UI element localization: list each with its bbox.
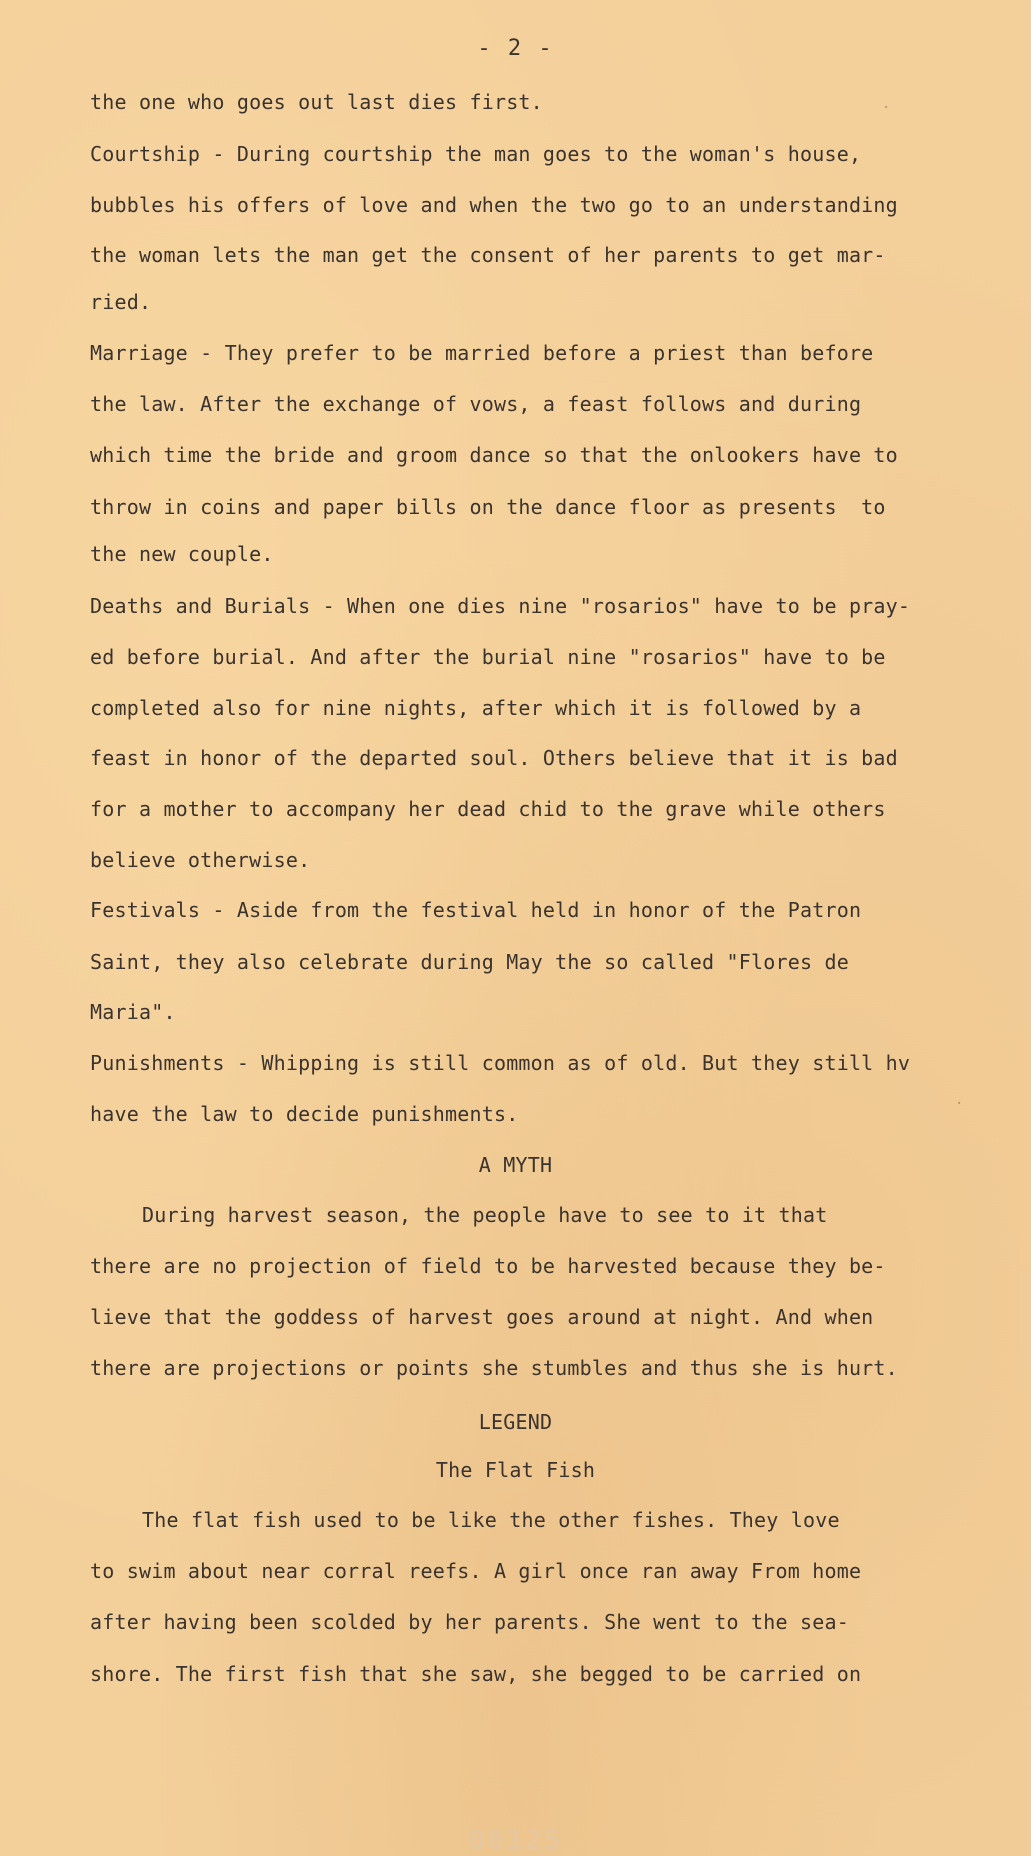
text-line: throw in coins and paper bills on the dance floor as presents to bbox=[90, 495, 886, 519]
text-line: feast in honor of the departed soul. Others believe that it is bad bbox=[90, 746, 898, 770]
text-line: for a mother to accompany her dead chid to the grave while others bbox=[90, 797, 886, 821]
text-line: bubbles his offers of love and when the two go to an understanding bbox=[90, 193, 898, 217]
text-line: The flat fish used to be like the other fishes. They love bbox=[142, 1508, 840, 1532]
text-line: there are no projection of field to be harvested because they be- bbox=[90, 1254, 886, 1278]
text-line: Saint, they also celebrate during May the so called "Flores de bbox=[90, 950, 849, 974]
text-line: Marriage - They prefer to be married before a priest than before bbox=[90, 341, 874, 365]
text-line: ed before burial. And after the burial nine "rosarios" have to be bbox=[90, 645, 886, 669]
text-line: During harvest season, the people have to see to it that bbox=[142, 1203, 828, 1227]
text-line: shore. The first fish that she saw, she begged to be carried on bbox=[90, 1662, 862, 1686]
text-line: the law. After the exchange of vows, a feast follows and during bbox=[90, 392, 862, 416]
text-line: there are projections or points she stumbles and thus she is hurt. bbox=[90, 1356, 898, 1380]
page-number: - 2 - bbox=[477, 36, 554, 61]
section-heading-myth: A MYTH bbox=[478, 1153, 553, 1177]
text-line: Courtship - During courtship the man goes to the woman's house, bbox=[90, 142, 862, 166]
stray-mark: · bbox=[955, 1096, 964, 1112]
text-line: completed also for nine nights, after which it is followed by a bbox=[90, 696, 862, 720]
text-line: Punishments - Whipping is still common as of old. But they still hv bbox=[90, 1051, 911, 1075]
section-heading-legend: LEGEND bbox=[478, 1410, 553, 1434]
text-line: Festivals - Aside from the festival held in honor of the Patron bbox=[90, 898, 862, 922]
text-line: the new couple. bbox=[90, 542, 274, 566]
text-line: ried. bbox=[90, 290, 152, 314]
text-line: Deaths and Burials - When one dies nine "rosarios" have to be pray- bbox=[90, 594, 911, 618]
text-line: to swim about near corral reefs. A girl once ran away From home bbox=[90, 1559, 862, 1583]
text-line: the woman lets the man get the consent of her parents to get mar- bbox=[90, 243, 886, 267]
text-line: Maria". bbox=[90, 1000, 176, 1024]
archive-stamp: 00125 bbox=[468, 1823, 563, 1856]
text-line: lieve that the goddess of harvest goes around at night. And when bbox=[90, 1305, 874, 1329]
text-line: the one who goes out last dies first. bbox=[90, 90, 543, 114]
legend-title: The Flat Fish bbox=[435, 1458, 596, 1482]
text-line: after having been scolded by her parents. She went to the sea- bbox=[90, 1610, 849, 1634]
text-line: believe otherwise. bbox=[90, 848, 311, 872]
stray-mark: · bbox=[882, 100, 891, 116]
text-line: have the law to decide punishments. bbox=[90, 1102, 519, 1126]
text-line: which time the bride and groom dance so that the onlookers have to bbox=[90, 443, 898, 467]
